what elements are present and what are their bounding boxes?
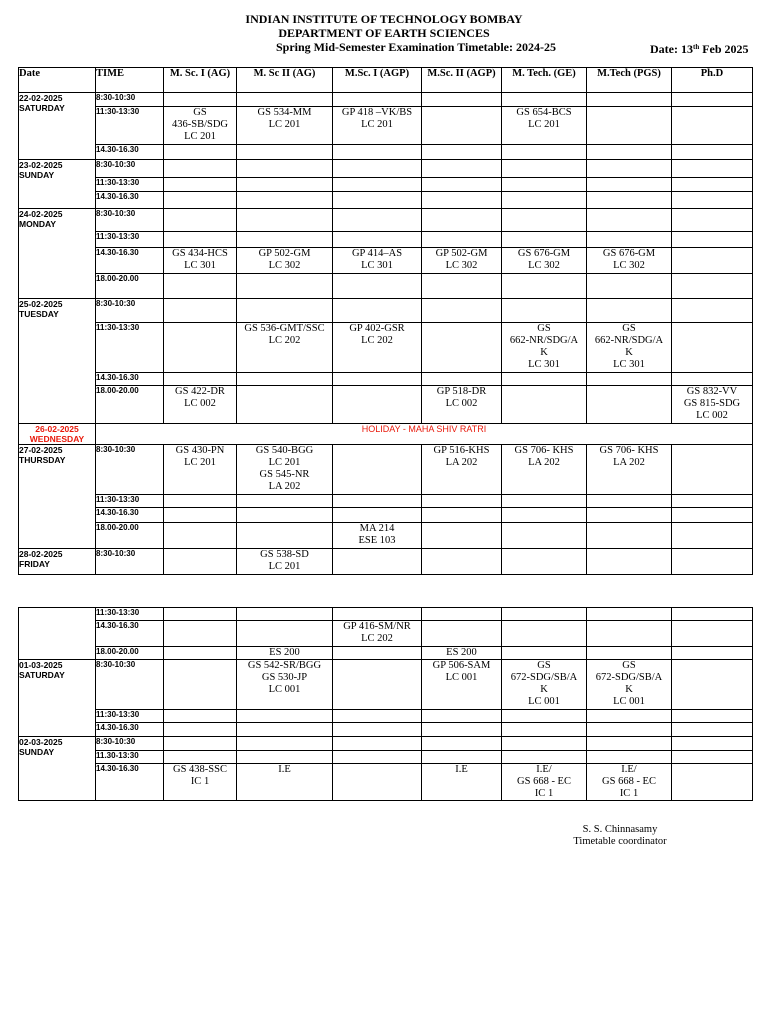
- table-row: [19, 160, 753, 178]
- exam-line: LC 201: [528, 119, 560, 130]
- exam-line: GS 832-VV: [686, 386, 738, 397]
- exam-line: GP 418 –VK/BS: [341, 107, 413, 118]
- time-cell: 8:30-10:30: [96, 160, 164, 178]
- column-header-row: [19, 68, 753, 93]
- exam-line: GS 545-NR: [259, 469, 310, 480]
- exam-cell: [237, 248, 333, 274]
- exam-line: GS 536-GMT/SSC: [244, 323, 325, 334]
- exam-line: GS 676-GM: [602, 248, 656, 259]
- table-row: [19, 299, 753, 323]
- time-cell: 8:30-10:30: [96, 299, 164, 323]
- exam-cell: [237, 764, 333, 801]
- exam-line: LC 202: [361, 335, 393, 346]
- exam-line: LA 202: [613, 457, 645, 468]
- exam-cell: [333, 323, 422, 373]
- exam-line: GS 538-SD: [260, 549, 309, 560]
- exam-cell: [237, 107, 333, 145]
- table-row: [19, 274, 753, 299]
- table-row: [19, 373, 753, 386]
- table-row: [19, 751, 753, 764]
- table-row: [19, 232, 753, 248]
- exam-line: GS 540-BGG: [255, 445, 314, 456]
- exam-cell: [333, 107, 422, 145]
- date-cell-continued: [19, 608, 96, 660]
- time-cell: 11:30-13:30: [96, 495, 164, 508]
- time-cell: 11.30-13:30: [96, 751, 164, 764]
- exam-line: LC 201: [268, 561, 301, 572]
- table-row: [19, 723, 753, 737]
- exam-cell: [502, 445, 587, 495]
- exam-line: GS 676-GM: [517, 248, 571, 259]
- exam-line: GS 530-JP: [261, 672, 308, 683]
- exam-cell: [164, 445, 237, 495]
- table-row: [19, 647, 753, 660]
- coordinator-name: S. S. Chinnasamy: [582, 824, 658, 835]
- exam-cell: [422, 660, 502, 710]
- table-row: [19, 209, 753, 232]
- exam-line: 436-SB/SDG: [171, 119, 228, 130]
- exam-line: LC 302: [268, 260, 301, 271]
- exam-title: Spring Mid-Semester Examination Timetable: 2024-25: [276, 40, 556, 54]
- time-cell: 11:30-13:30: [96, 323, 164, 373]
- exam-line: GP 414–AS: [351, 248, 403, 259]
- exam-line: K: [540, 684, 548, 695]
- exam-cell: [502, 248, 587, 274]
- exam-cell: [333, 523, 422, 549]
- col-header-date: Date: [19, 68, 96, 93]
- exam-cell: [237, 323, 333, 373]
- exam-line: LA 202: [528, 457, 560, 468]
- exam-cell: [502, 107, 587, 145]
- exam-line: LC 201: [268, 119, 301, 130]
- date-cell: 24-02-2025 MONDAY: [19, 209, 96, 299]
- exam-line: GS 422-DR: [175, 386, 225, 397]
- time-cell: 14.30-16.30: [96, 723, 164, 737]
- exam-line: IC 1: [619, 788, 639, 799]
- time-cell: 14.30-16.30: [96, 764, 164, 801]
- table-row: [19, 178, 753, 192]
- time-cell: 14.30-16.30: [96, 248, 164, 274]
- exam-line: GS 706- KHS: [599, 445, 659, 456]
- exam-line: GP 502-GM: [435, 248, 488, 259]
- exam-cell: [164, 107, 237, 145]
- exam-cell: [422, 445, 502, 495]
- exam-line: LA 202: [268, 481, 301, 492]
- exam-line: GP 518-DR: [436, 386, 487, 397]
- exam-line: LC 201: [184, 457, 216, 468]
- timetable-page-2: [18, 607, 753, 801]
- exam-line: LC 301: [184, 260, 216, 271]
- exam-cell: [587, 764, 672, 801]
- exam-cell: [333, 621, 422, 647]
- holiday-row: [19, 424, 753, 445]
- table-row: [19, 710, 753, 723]
- date-suffix: Feb 2025: [699, 42, 749, 56]
- exam-line: GS 542-SR/BGG: [247, 660, 322, 671]
- exam-line: GS: [537, 323, 551, 334]
- exam-line: GS 706- KHS: [514, 445, 574, 456]
- exam-cell: [587, 323, 672, 373]
- table-row: [19, 386, 753, 424]
- exam-line: LC 202: [268, 335, 301, 346]
- exam-line: GS: [622, 323, 636, 334]
- time-cell: 18.00-20.00: [96, 386, 164, 424]
- holiday-label: HOLIDAY - MAHA SHIV RATRI: [96, 424, 753, 445]
- date-cell: 28-02-2025 FRIDAY: [19, 549, 96, 575]
- signature-block: [560, 824, 680, 848]
- table-row: [19, 445, 753, 495]
- date-cell: 25-02-2025 TUESDAY: [19, 299, 96, 424]
- table-row: [19, 764, 753, 801]
- table-row: [19, 737, 753, 751]
- exam-cell: [587, 660, 672, 710]
- exam-line: LC 301: [528, 359, 560, 370]
- time-cell: 8:30-10:30: [96, 737, 164, 751]
- exam-line: ESE 103: [358, 535, 396, 546]
- exam-line: GP 402-GSR: [349, 323, 405, 334]
- exam-line: LC 201: [361, 119, 393, 130]
- date-suffix-sup: th: [692, 43, 700, 51]
- time-cell: 8:30-10:30: [96, 93, 164, 107]
- date-cell: 22-02-2025 SATURDAY: [19, 93, 96, 160]
- exam-line: LC 202: [361, 633, 393, 644]
- exam-line: LC 001: [528, 696, 560, 707]
- exam-line: GS: [193, 107, 207, 118]
- date-cell: 27-02-2025 THURSDAY: [19, 445, 96, 549]
- exam-line: GS 438-SSC: [173, 764, 227, 775]
- exam-line: LC 302: [528, 260, 560, 271]
- col-header-msc2-agp: M.Sc. II (AGP): [422, 68, 502, 93]
- exam-line: GS: [537, 660, 551, 671]
- date-cell: 02-03-2025 SUNDAY: [19, 737, 96, 801]
- exam-cell: [502, 764, 587, 801]
- exam-line: MA 214: [359, 523, 395, 534]
- table-row: [19, 93, 753, 107]
- exam-cell: [422, 764, 502, 801]
- exam-line: I.E/: [536, 764, 552, 775]
- exam-line: LC 001: [268, 684, 301, 695]
- exam-line: GS 654-BCS: [516, 107, 572, 118]
- col-header-msc2-ag: M. Sc II (AG): [237, 68, 333, 93]
- time-cell: 18.00-20.00: [96, 523, 164, 549]
- exam-line: LC 301: [613, 359, 645, 370]
- exam-line: GS 668 - EC: [517, 776, 571, 787]
- time-cell: 18.00-20.00: [96, 274, 164, 299]
- exam-line: GS 668 - EC: [602, 776, 656, 787]
- table-row: [19, 192, 753, 209]
- exam-line: LC 302: [613, 260, 645, 271]
- exam-cell: [502, 660, 587, 710]
- exam-cell: [672, 386, 753, 424]
- table-row: [19, 660, 753, 710]
- table-row: [19, 549, 753, 575]
- exam-line: LC 201: [268, 457, 301, 468]
- time-cell: 11:30-13:30: [96, 178, 164, 192]
- time-cell: 18.00-20.00: [96, 647, 164, 660]
- exam-cell: [587, 445, 672, 495]
- time-cell: 11:30-13:30: [96, 710, 164, 723]
- exam-line: LC 002: [445, 398, 478, 409]
- exam-line: GS 815-SDG: [683, 398, 741, 409]
- col-header-msc1-ag: M. Sc. I (AG): [164, 68, 237, 93]
- time-cell: 8:30-10:30: [96, 660, 164, 710]
- exam-cell: [422, 647, 502, 660]
- exam-line: GP 516-KHS: [433, 445, 490, 456]
- institute-title: INDIAN INSTITUTE OF TECHNOLOGY BOMBAY: [245, 12, 523, 26]
- table-row: [19, 508, 753, 523]
- exam-line: 672-SDG/SB/A: [595, 672, 663, 683]
- exam-line: GP 506-SAM: [432, 660, 491, 671]
- time-cell: 8:30-10:30: [96, 549, 164, 575]
- col-header-mtech-ge: M. Tech. (GE): [502, 68, 587, 93]
- time-cell: 14.30-16.30: [96, 373, 164, 386]
- exam-line: K: [625, 347, 633, 358]
- time-cell: 14.30-16.30: [96, 621, 164, 647]
- exam-line: 662-NR/SDG/A: [509, 335, 579, 346]
- time-cell: 11:30-13:30: [96, 232, 164, 248]
- exam-cell: [587, 248, 672, 274]
- table-row: [19, 621, 753, 647]
- exam-cell: [422, 248, 502, 274]
- table-row: [19, 145, 753, 160]
- exam-line: 672-SDG/SB/A: [510, 672, 578, 683]
- exam-line: IC 1: [534, 788, 554, 799]
- exam-cell: [237, 660, 333, 710]
- time-cell: 11:30-13:30: [96, 107, 164, 145]
- exam-line: ES 200: [269, 647, 300, 658]
- exam-cell: [333, 248, 422, 274]
- exam-line: GP 502-GM: [258, 248, 311, 259]
- date-cell: 26-02-2025 WEDNESDAY: [19, 424, 96, 445]
- col-header-mtech-pgs: M.Tech (PGS): [587, 68, 672, 93]
- date-cell: 01-03-2025 SATURDAY: [19, 660, 96, 737]
- exam-line: 662-NR/SDG/A: [594, 335, 664, 346]
- exam-line: LC 301: [361, 260, 393, 271]
- col-header-time: TIME: [96, 68, 164, 93]
- exam-cell: [237, 549, 333, 575]
- time-cell: 11:30-13:30: [96, 608, 164, 621]
- table-row: [19, 608, 753, 621]
- time-cell: 8:30-10:30: [96, 209, 164, 232]
- exam-line: GS: [622, 660, 636, 671]
- time-cell: 8:30-10:30: [96, 445, 164, 495]
- table-row: [19, 495, 753, 508]
- exam-line: LA 202: [445, 457, 478, 468]
- exam-line: LC 002: [184, 398, 216, 409]
- timetable-page-1: [18, 67, 753, 575]
- exam-line: GS 534-MM: [257, 107, 312, 118]
- exam-line: GP 416-SM/NR: [343, 621, 411, 632]
- date-prefix: Date: 13: [650, 42, 693, 56]
- time-cell: 14.30-16.30: [96, 145, 164, 160]
- exam-line: LC 201: [184, 131, 216, 142]
- exam-cell: [164, 386, 237, 424]
- time-cell: 14.30-16.30: [96, 508, 164, 523]
- exam-line: IC 1: [190, 776, 210, 787]
- exam-line: I.E/: [621, 764, 637, 775]
- exam-line: I.E: [278, 764, 291, 775]
- exam-cell: [164, 248, 237, 274]
- time-cell: 14.30-16.30: [96, 192, 164, 209]
- exam-cell: [237, 647, 333, 660]
- exam-cell: [422, 386, 502, 424]
- col-header-phd: Ph.D: [672, 68, 753, 93]
- exam-line: I.E: [455, 764, 468, 775]
- date-cell: 23-02-2025 SUNDAY: [19, 160, 96, 209]
- exam-line: LC 302: [445, 260, 478, 271]
- exam-line: GS 434-HCS: [172, 248, 228, 259]
- exam-line: K: [540, 347, 548, 358]
- table-row: [19, 248, 753, 274]
- table-row: [19, 323, 753, 373]
- table-row: [19, 107, 753, 145]
- exam-line: ES 200: [446, 647, 477, 658]
- col-header-msc1-agp: M.Sc. I (AGP): [333, 68, 422, 93]
- timetable-date: [650, 40, 749, 56]
- exam-line: GS 430-PN: [175, 445, 225, 456]
- table-row: [19, 523, 753, 549]
- exam-cell: [164, 764, 237, 801]
- exam-cell: [237, 445, 333, 495]
- exam-cell: [502, 323, 587, 373]
- department-title: DEPARTMENT OF EARTH SCIENCES: [278, 26, 490, 40]
- coordinator-role: Timetable coordinator: [573, 836, 667, 847]
- exam-line: K: [625, 684, 633, 695]
- exam-line: LC 001: [613, 696, 645, 707]
- exam-line: LC 001: [445, 672, 478, 683]
- exam-line: LC 002: [696, 410, 728, 421]
